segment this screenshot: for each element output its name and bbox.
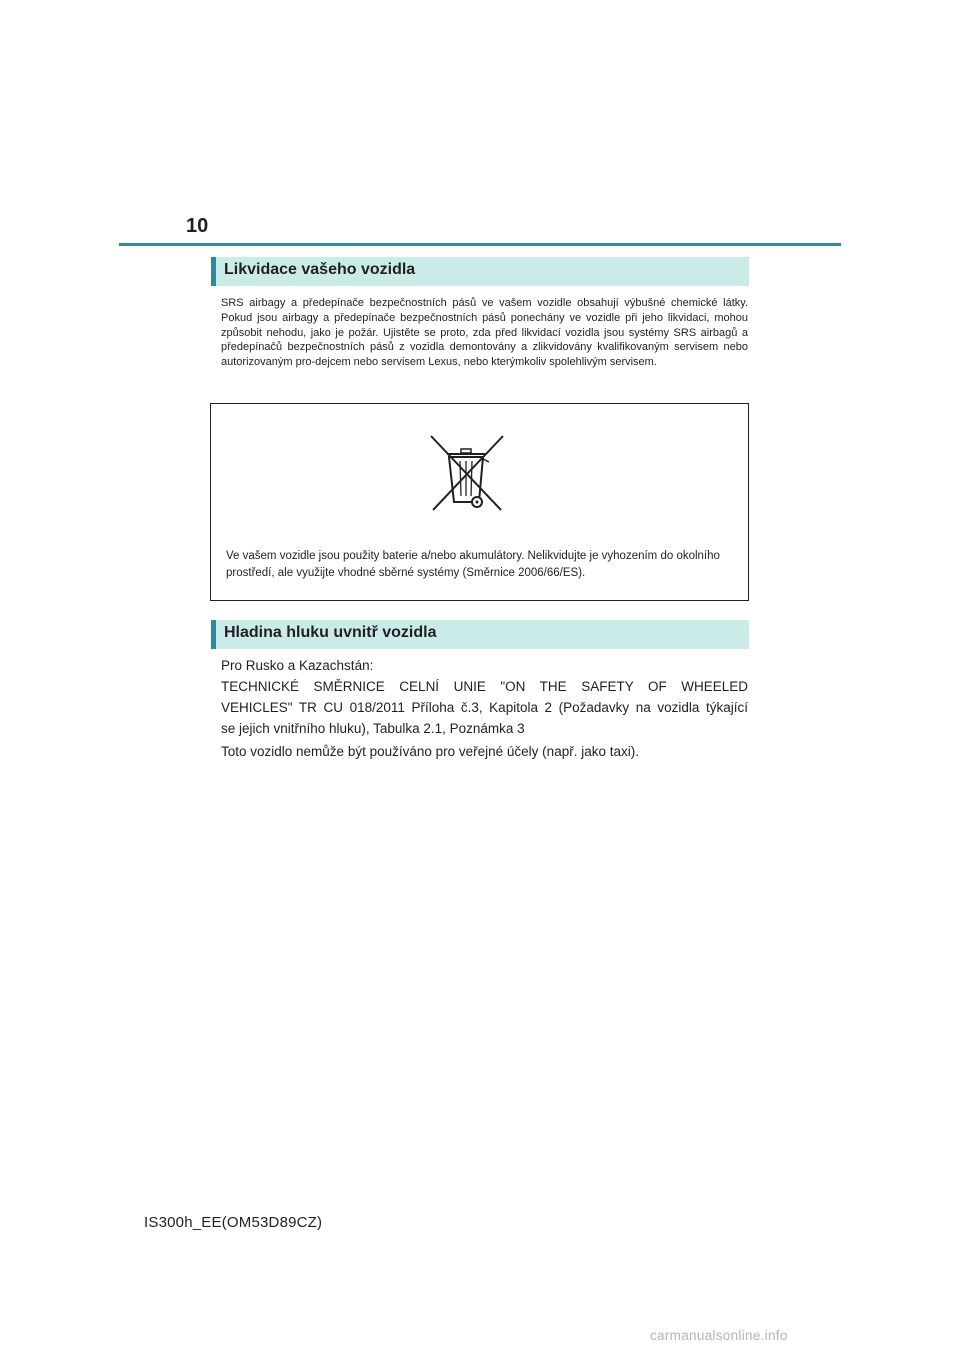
battery-notice-text: Ve vašem vozidle jsou použity baterie a/nebo akumulátory. Nelikvidujte je vyhozením do okolního prostředí, ale využijte vhodné sběrné systémy (Směrnice 2006/66/ES). xyxy=(226,550,720,579)
section-accent-bar xyxy=(211,257,216,286)
noise-note-paragraph: Toto vozidlo nemůže být používáno pro veřejné účely (např. jako taxi). xyxy=(221,744,639,759)
page-number: 10 xyxy=(186,215,209,237)
watermark: carmanualsonline.info xyxy=(650,1328,788,1343)
section-title-disposal: Likvidace vašeho vozidla xyxy=(224,261,416,278)
header-rule xyxy=(119,243,841,246)
document-code: IS300h_EE(OM53D89CZ) xyxy=(144,1214,323,1231)
noise-line-reference: VEHICLES" TR CU 018/2011 Příloha č.3, Kapitola 2 (Požadavky na vozidla týkající xyxy=(221,700,748,715)
disposal-paragraph: SRS airbagy a předepínače bezpečnostních pásů ve vašem vozidle obsahují výbušné chemické látky. Pokud jsou airbagy a předepínače bezpečnostních pásů ponechány ve vozidle při jeho likvidaci, mohou způsobit nehodu, jako je požár. Ujistěte se proto, zda před likvidací vozidla jsou systémy SRS airbagů a předepínačů bezpečnostních pásů z vozidla demontovány a zlikvidovány kvalifikovaným servisem nebo autorizovaným pro-dejcem nebo servisem Lexus, nebo kterýmkoliv spolehlivým servisem. xyxy=(221,297,748,369)
section-title-noise: Hladina hluku uvnitř vozidla xyxy=(224,624,437,641)
section-accent-bar xyxy=(211,620,216,649)
battery-notice-box xyxy=(210,403,749,601)
noise-line-regulation: TECHNICKÉ SMĚRNICE CELNÍ UNIE "ON THE SAFETY OF WHEELED xyxy=(221,679,748,694)
section-header-noise xyxy=(211,620,749,649)
crossed-out-wheelie-bin-icon xyxy=(427,432,507,514)
noise-line-region: Pro Rusko a Kazachstán: xyxy=(221,658,374,673)
section-header-disposal xyxy=(211,257,749,286)
noise-regulation-paragraph xyxy=(221,655,748,739)
noise-line-table: se jejich vnitřního hluku), Tabulka 2.1, Poznámka 3 xyxy=(221,721,525,736)
